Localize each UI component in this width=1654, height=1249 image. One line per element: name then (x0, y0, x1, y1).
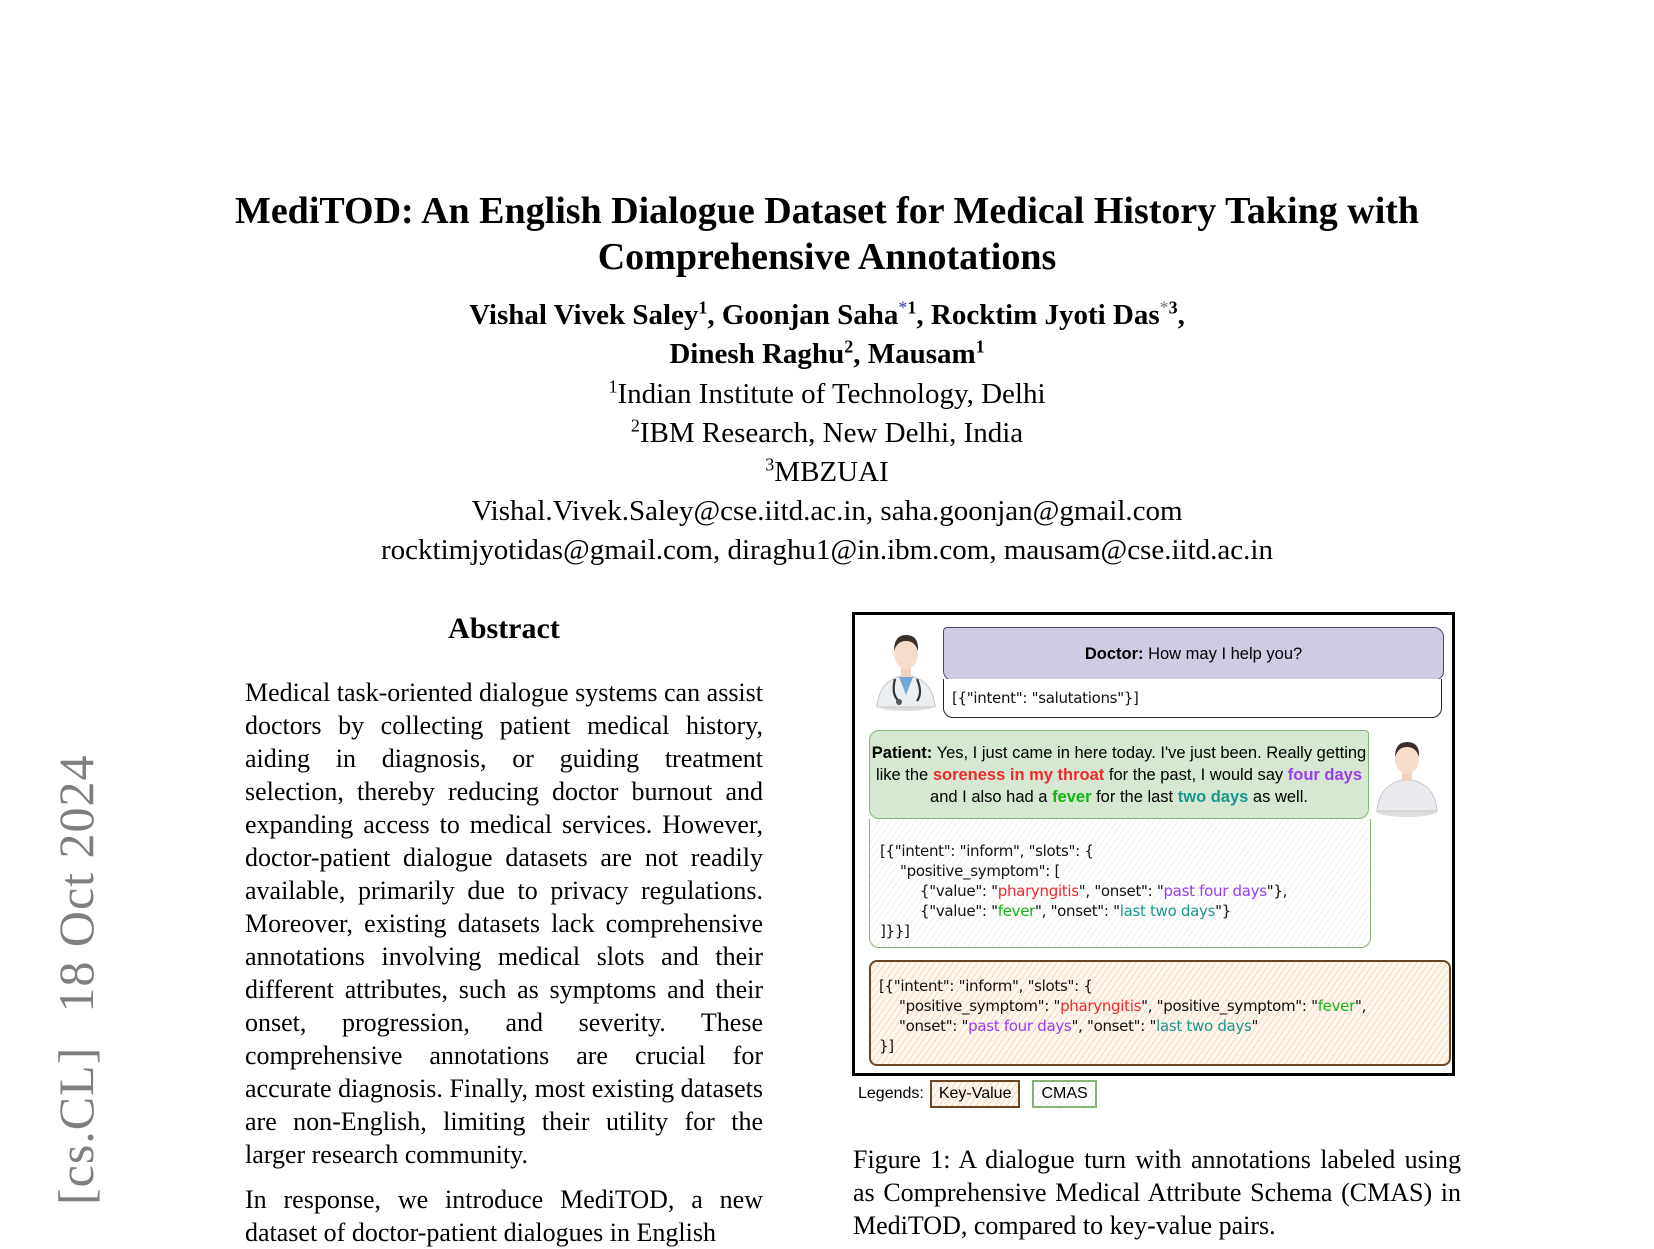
symptom-highlight: fever (1052, 788, 1092, 806)
author-name: Goonjan Saha (721, 299, 899, 331)
email-line: Vishal.Vivek.Saley@cse.iitd.ac.in, saha.goonjan@gmail.com (471, 495, 1183, 527)
symptom-highlight: soreness in my throat (932, 766, 1105, 784)
cmas-annotation-box: [{"intent": "inform", "slots": { "positive_symptom": [ {"value": "pharyngitis", "onset": "past four days"}, {"value": "fever", "onset": "last two days"} ]}}] (869, 819, 1371, 948)
legend-item-key-value: Key-Value (930, 1080, 1021, 1108)
affiliation-line: $^1$Indian Institute of Technology, Delhi (608, 376, 1046, 410)
author-name: Dinesh Raghu (669, 338, 845, 370)
onset-highlight: two days (1177, 788, 1249, 806)
doctor-speech-bubble (943, 627, 1444, 681)
affiliation-line: $^2$IBM Research, New Delhi, India (630, 415, 1024, 449)
arxiv-stamp (47, 754, 105, 1205)
doctor-annotation: [{"intent": "salutations"}] (952, 689, 1139, 707)
abstract-heading: Abstract (448, 612, 560, 645)
author-list: Vishal Vivek Saley$^1$, Goonjan Saha$^{*1}$, Rocktim Jyoti Das$^{*3}$, Dinesh Raghu$^2$, Mausam$^1$ (469, 297, 1185, 370)
author-affiliation-mark: 1 (975, 336, 985, 357)
abstract-body (245, 676, 763, 1249)
paper-title (150, 188, 1504, 280)
patient-speech-bubble: Patient: Yes, I just came in here today. I've just been. Really getting like the soreness in my throat for the past, I would say four days and I also had a fever for the last two days as well. (869, 730, 1369, 819)
arxiv-category: [cs.CL] (48, 1046, 104, 1205)
legend-label: Legends: (858, 1085, 924, 1102)
onset-highlight: four days (1287, 766, 1363, 784)
doctor-avatar-icon (873, 629, 939, 711)
affiliation-line: $^3$MBZUAI (765, 454, 889, 488)
doctor-annotation-box (943, 679, 1442, 718)
doctor-speaker-label: Doctor: (1084, 645, 1144, 663)
title-line-1: MediTOD: An English Dialogue Dataset for Medical History Taking with (234, 190, 1420, 232)
affiliations (150, 375, 1504, 570)
author-name: Vishal Vivek Saley (469, 299, 699, 331)
author-affiliation-mark: 3 (1168, 297, 1178, 318)
email-line: rocktimjyotidas@gmail.com, diraghu1@in.ibm.com, mausam@cse.iitd.ac.in (381, 534, 1273, 566)
equal-contribution-mark: * (1159, 297, 1169, 318)
author-affiliation-mark: 1 (907, 297, 917, 318)
equal-contribution-mark[interactable]: * (898, 297, 908, 318)
author-name: Rocktim Jyoti Das (930, 299, 1160, 331)
title-line-2: Comprehensive Annotations (597, 236, 1057, 278)
figure-caption: Figure 1: A dialogue turn with annotations labeled using as Comprehensive Medical Attribute Schema (CMAS) in MediTOD, compared to key-value pairs. (853, 1145, 1461, 1240)
author-affiliation-mark: 1 (698, 297, 708, 318)
abstract-paragraph: Medical task-oriented dialogue systems can assist doctors by collecting patient medical history, aiding in diagnosis, or guiding treatment selection, thereby reducing doctor burnout and expanding access to medical services. However, doctor-patient dialogue datasets are not readily available, primarily due to privacy regulations. Moreover, existing datasets lack comprehensive annotations involving medical slots and their different attributes, such as symptoms and their onset, progression, and severity. These comprehensive annotations are crucial for accurate diagnosis. Finally, most existing datasets are non-English, limiting their utility for the larger research community. (245, 678, 763, 1169)
doctor-utterance: How may I help you? (1148, 645, 1303, 663)
author-name: Mausam (867, 338, 976, 370)
abstract-paragraph: In response, we introduce MediTOD, a new dataset of doctor-patient dialogues in English (245, 1185, 763, 1247)
figure-legend (858, 1080, 1097, 1108)
patient-avatar-icon (1373, 737, 1441, 817)
legend-item-cmas: CMAS (1032, 1080, 1096, 1108)
author-affiliation-mark: 2 (844, 336, 854, 357)
figure-1 (852, 612, 1455, 1076)
key-value-annotation-box: [{"intent": "inform", "slots": { "positive_symptom": "pharyngitis", "positive_symptom": "fever", "onset": "past four days", "onset": "last two days" }] (869, 960, 1451, 1066)
arxiv-date: 18 Oct 2024 (48, 754, 104, 1013)
patient-speaker-label: Patient: (871, 744, 933, 762)
